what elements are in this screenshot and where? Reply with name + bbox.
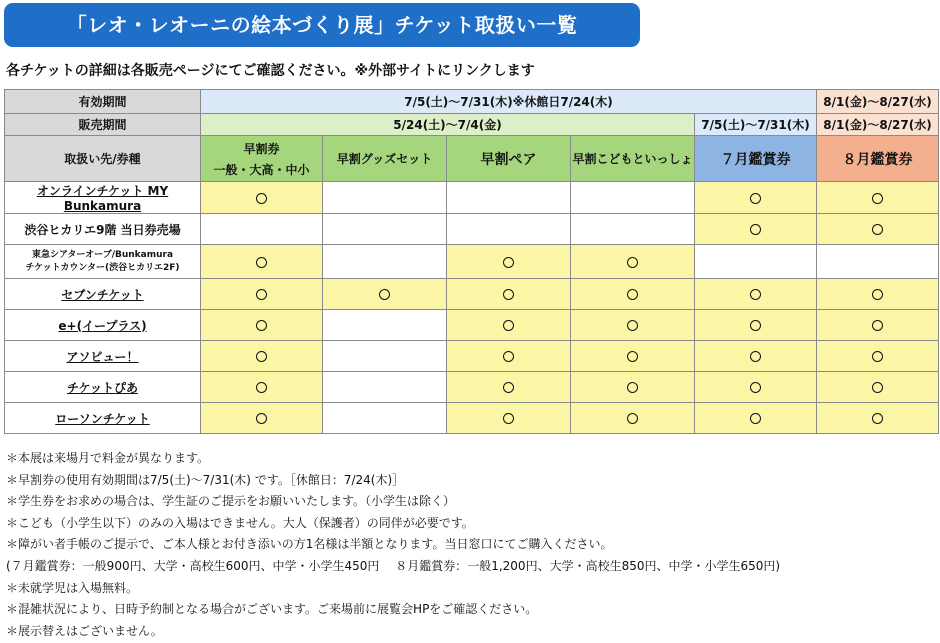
table-row (5, 341, 939, 372)
available-circle-icon (256, 193, 267, 204)
availability-cell (447, 182, 571, 214)
availability-cell (323, 341, 447, 372)
vendor-label[interactable] (5, 372, 201, 403)
availability-cell (447, 341, 571, 372)
available-circle-icon (503, 351, 514, 362)
available-circle-icon (750, 224, 761, 235)
available-circle-icon (627, 320, 638, 331)
available-circle-icon (256, 320, 267, 331)
availability-cell (447, 310, 571, 341)
availability-cell (323, 310, 447, 341)
type-early-goods-header (323, 136, 447, 182)
type-early-header (201, 136, 323, 182)
note-item: ＊展示替えはございません。 (6, 623, 163, 638)
validity-aug: 8/1(金)～8/27(水) (817, 90, 939, 114)
vendor-label[interactable] (5, 341, 201, 372)
available-circle-icon (627, 257, 638, 268)
ticket-type-subtitle: 一般・大高・中小 (213, 162, 310, 177)
vendor-label (5, 214, 201, 245)
type-early-pair-header (447, 136, 571, 182)
availability-cell (817, 182, 939, 214)
available-circle-icon (627, 351, 638, 362)
vendor-label[interactable] (5, 279, 201, 310)
note-item: ＊早割券の使用有効期間は7/5(土)～7/31(木) です。［休館日：7/24(木)］ (6, 472, 405, 487)
note-item: ＊こども（小学生以下）のみの入場はできません。大人（保護者）の同伴が必要です。 (6, 515, 474, 530)
note-item: ＊学生券をお求めの場合は、学生証のご提示をお願いいたします。（小学生は除く） (6, 494, 456, 509)
available-circle-icon (256, 257, 267, 268)
validity-main: 7/5(土)～7/31(木)※休館日7/24(木) (201, 90, 817, 114)
validity-label: 有効期間 (5, 90, 201, 114)
vendor-name: 渋谷ヒカリエ9階 当日券売場 (24, 222, 181, 237)
available-circle-icon (872, 382, 883, 393)
availability-cell (323, 372, 447, 403)
sales-aug: 8/1(金)～8/27(水) (817, 114, 939, 136)
availability-cell (447, 245, 571, 279)
available-circle-icon (256, 413, 267, 424)
vendor-name: 東急シアターオーブ/Bunkamura (31, 249, 174, 260)
available-circle-icon (750, 382, 761, 393)
availability-cell (571, 245, 695, 279)
vendor-link[interactable]: ローソンチケット (55, 411, 150, 426)
available-circle-icon (872, 351, 883, 362)
table-row (5, 279, 939, 310)
available-circle-icon (750, 413, 761, 424)
availability-cell (695, 182, 817, 214)
availability-cell (695, 341, 817, 372)
availability-cell (817, 279, 939, 310)
availability-cell (447, 279, 571, 310)
vendor-label (5, 245, 201, 279)
availability-cell (201, 245, 323, 279)
type-early-kids-header (571, 136, 695, 182)
available-circle-icon (872, 320, 883, 331)
availability-cell (201, 182, 323, 214)
vendor-link[interactable]: セブンチケット (61, 287, 144, 302)
availability-cell (447, 214, 571, 245)
vendor-label[interactable] (5, 182, 201, 214)
table-row (5, 403, 939, 434)
availability-cell (447, 403, 571, 434)
availability-cell (817, 341, 939, 372)
available-circle-icon (627, 382, 638, 393)
availability-cell (571, 372, 695, 403)
vendor-label[interactable] (5, 310, 201, 341)
availability-cell (571, 310, 695, 341)
type-august-header (817, 136, 939, 182)
subtitle: 各チケットの詳細は各販売ページにてご確認ください。※外部サイトにリンクします (6, 63, 535, 79)
availability-cell (323, 182, 447, 214)
available-circle-icon (379, 289, 390, 300)
availability-cell (201, 372, 323, 403)
availability-cell (571, 279, 695, 310)
availability-cell (571, 214, 695, 245)
availability-cell (695, 214, 817, 245)
available-circle-icon (627, 289, 638, 300)
available-circle-icon (872, 413, 883, 424)
vendor-label[interactable] (5, 403, 201, 434)
table-row (5, 310, 939, 341)
note-item: ＊混雑状況により、日時予約制となる場合がございます。ご来場前に展覧会HPをご確認ください。 (6, 602, 538, 617)
available-circle-icon (256, 351, 267, 362)
table-row (5, 245, 939, 279)
available-circle-icon (503, 413, 514, 424)
availability-cell (323, 245, 447, 279)
available-circle-icon (627, 413, 638, 424)
ticket-type-name: 早割ペア (480, 151, 537, 168)
availability-cell (817, 372, 939, 403)
available-circle-icon (750, 351, 761, 362)
page-title: 「レオ・レオーニの絵本づくり展」チケット取扱い一覧 (4, 3, 640, 47)
note-item: (７月鑑賞券：一般900円、大学・高校生600円、中学・小学生450円 ８月鑑賞券：一般1,200円、大学・高校生850円、中学・小学生650円) (6, 558, 781, 573)
availability-cell (817, 245, 939, 279)
availability-cell (571, 341, 695, 372)
availability-cell (571, 403, 695, 434)
availability-cell (323, 279, 447, 310)
availability-cell (323, 214, 447, 245)
vendor-name-line2: チケットカウンター(渋谷ヒカリエ2F) (25, 262, 180, 273)
availability-cell (201, 214, 323, 245)
note-item: ＊本展は来場月で料金が異なります。 (6, 451, 210, 465)
availability-cell (695, 279, 817, 310)
available-circle-icon (256, 289, 267, 300)
table-row (5, 372, 939, 403)
available-circle-icon (503, 257, 514, 268)
available-circle-icon (256, 382, 267, 393)
note-item: ＊未就学児は入場無料。 (6, 580, 139, 595)
availability-cell (201, 279, 323, 310)
vendor-link[interactable]: アソビュー！ (66, 349, 139, 364)
availability-cell (695, 310, 817, 341)
ticket-table (4, 89, 939, 434)
type-label: 取扱い先/券種 (5, 136, 201, 182)
availability-cell (695, 372, 817, 403)
availability-cell (201, 403, 323, 434)
availability-cell (571, 182, 695, 214)
available-circle-icon (750, 320, 761, 331)
ticket-type-name: ８月鑑賞券 (842, 151, 913, 168)
note-item: ＊障がい者手帳のご提示で、ご本人様とお付き添いの方1名様は半額となります。当日窓口にてご購入ください。 (6, 537, 613, 552)
ticket-type-name: ７月鑑賞券 (720, 151, 791, 168)
type-july-header (695, 136, 817, 182)
availability-cell (201, 341, 323, 372)
available-circle-icon (503, 320, 514, 331)
available-circle-icon (503, 382, 514, 393)
sales-early: 5/24(土)～7/4(金) (201, 114, 695, 136)
vendor-link[interactable]: e+(イープラス) (58, 318, 147, 333)
table-row (5, 214, 939, 245)
availability-cell (695, 403, 817, 434)
vendor-link[interactable]: オンラインチケット MY Bunkamura (36, 184, 169, 213)
availability-cell (447, 372, 571, 403)
available-circle-icon (872, 289, 883, 300)
available-circle-icon (872, 193, 883, 204)
availability-cell (817, 214, 939, 245)
sales-july: 7/5(土)～7/31(木) (695, 114, 817, 136)
availability-cell (695, 245, 817, 279)
available-circle-icon (750, 289, 761, 300)
table-row (5, 182, 939, 214)
ticket-type-name: 早割グッズセット (336, 152, 433, 166)
ticket-type-name: 早割券 (243, 141, 280, 156)
vendor-link[interactable]: チケットぴあ (67, 380, 138, 395)
notes (6, 448, 934, 642)
availability-cell (323, 403, 447, 434)
available-circle-icon (872, 224, 883, 235)
sales-label: 販売期間 (5, 114, 201, 136)
availability-cell (817, 310, 939, 341)
available-circle-icon (750, 193, 761, 204)
availability-cell (817, 403, 939, 434)
availability-cell (201, 310, 323, 341)
available-circle-icon (503, 289, 514, 300)
ticket-type-name: 早割こどもといっしょ (572, 152, 693, 166)
